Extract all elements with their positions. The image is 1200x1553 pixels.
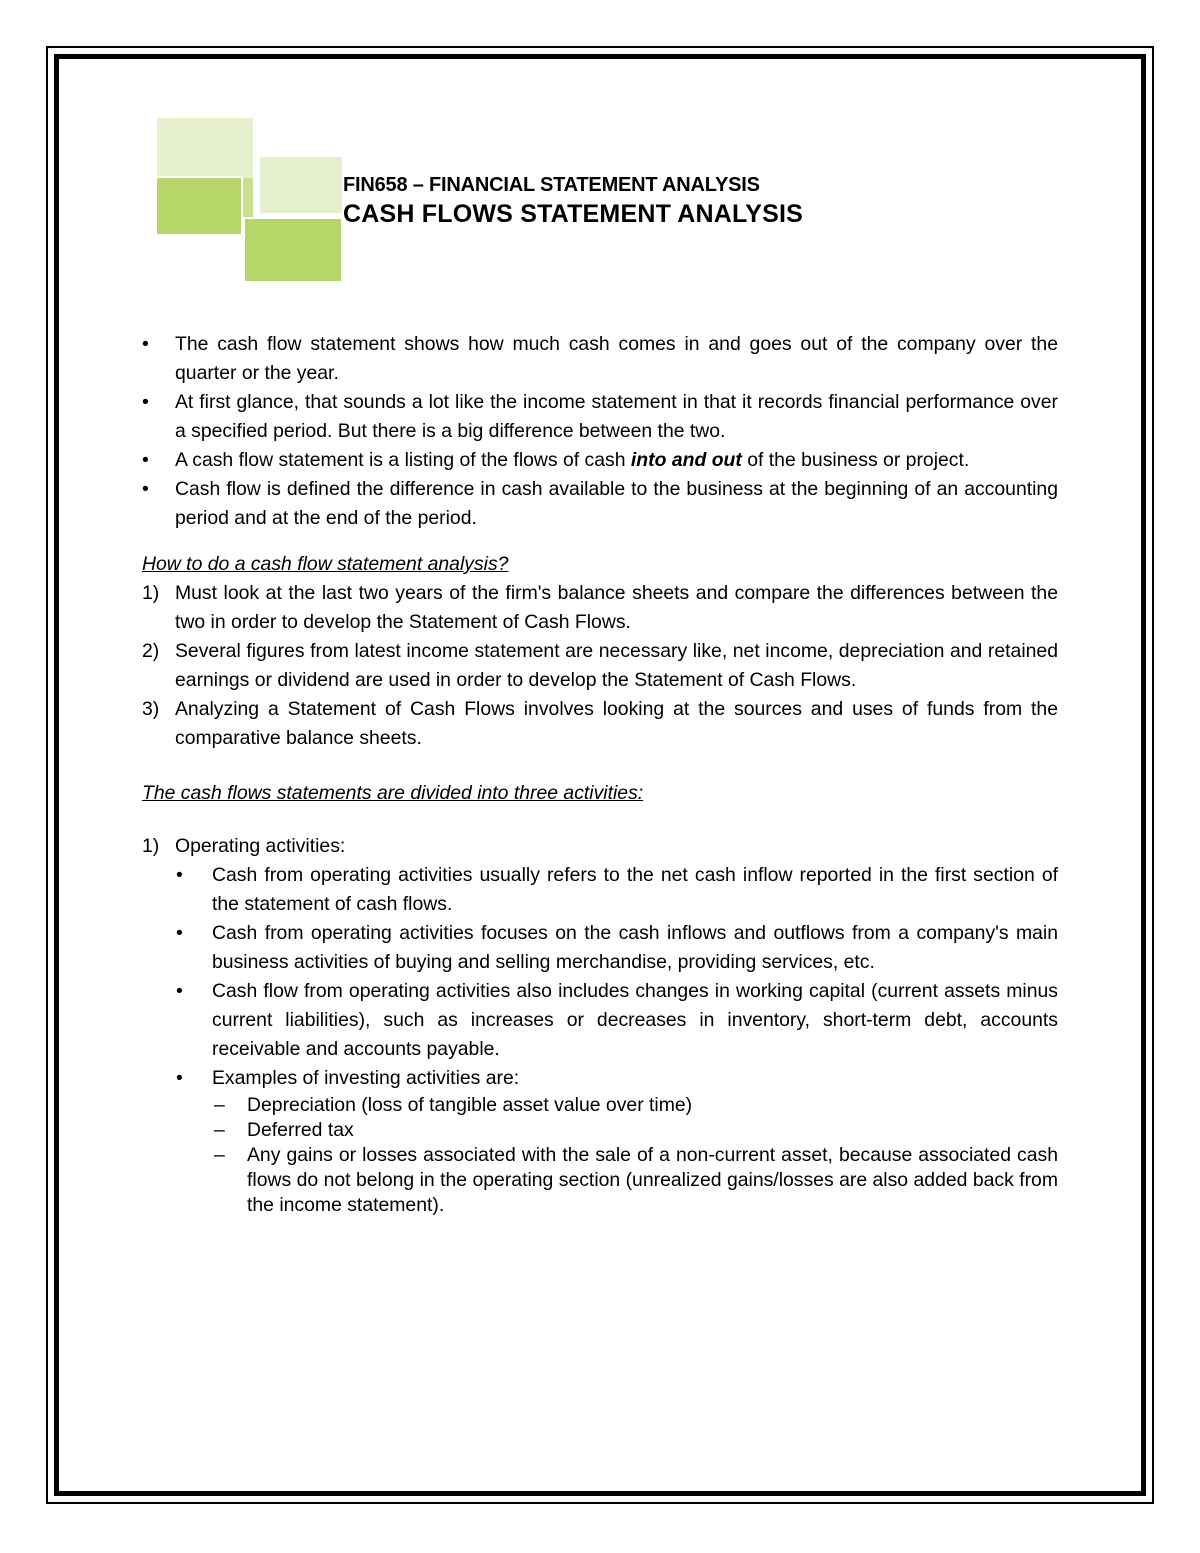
how-to-step [142,695,1058,753]
dash-mark: – [214,1119,225,1141]
activity-label: Operating activities: [175,835,346,857]
course-title: FIN658 – FINANCIAL STATEMENT ANALYSIS [343,174,760,196]
how-to-step [142,637,1058,695]
bullet-text-pre: A cash flow statement is a listing of the flows of cash [175,449,631,471]
step-text: Several figures from latest income statement are necessary like, net income, depreciation and retained earnings or dividend are used in order to develop the Statement of Cash Flows. [175,640,1058,691]
document-body [142,330,1058,1218]
operating-bullets [142,861,1058,1093]
intro-bullet-list [142,330,1058,533]
operating-bullet [142,1064,1058,1093]
example-item [142,1118,1058,1143]
bullet-text-post: of the business or project. [741,449,970,471]
intro-bullet [142,388,1058,446]
decor-square-4 [243,217,343,283]
bullet-mark: • [176,1067,183,1089]
investing-examples [142,1093,1058,1218]
bullet-mark: • [142,478,149,500]
bullet-text-emphasis: into and out [630,449,742,471]
bullet-text: Cash flow is defined the difference in cash available to the business at the beginning of an accounting period and at the end of the period. [175,478,1058,529]
bullet-text: Cash from operating activities focuses on the cash inflows and outflows from a company's main business activities of buying and selling merchandise, providing services, etc. [212,922,1058,973]
bullet-mark: • [176,864,183,886]
dash-mark: – [214,1094,225,1116]
intro-bullet [142,446,1058,475]
example-item [142,1143,1058,1218]
bullet-mark: • [142,449,149,471]
example-item [142,1093,1058,1118]
step-text: Analyzing a Statement of Cash Flows involves looking at the sources and uses of funds from the comparative balance sheets. [175,698,1058,749]
example-text: Depreciation (loss of tangible asset value over time) [247,1094,693,1116]
how-to-steps [142,579,1058,753]
step-text: Must look at the last two years of the firm's balance sheets and compare the differences between the two in order to develop the Statement of Cash Flows. [175,582,1058,633]
how-to-step [142,579,1058,637]
example-text: Deferred tax [247,1119,354,1141]
intro-bullet [142,475,1058,533]
page-title: CASH FLOWS STATEMENT ANALYSIS [343,200,803,228]
operating-bullet [142,977,1058,1064]
bullet-text: Cash from operating activities usually refers to the net cash inflow reported in the first section of the statement of cash flows. [212,864,1058,915]
example-text: Any gains or losses associated with the sale of a non-current asset, because associated cash flows do not belong in the operating section (unrealized gains/losses are also added back from the income statement). [247,1144,1058,1216]
step-number: 3) [142,698,160,720]
bullet-mark: • [176,980,183,1002]
activity-item [142,832,1058,861]
step-number: 2) [142,640,160,662]
bullet-text: Examples of investing activities are: [212,1067,520,1089]
bullet-mark: • [142,391,149,413]
decor-square-3 [258,155,344,215]
bullet-text: At first glance, that sounds a lot like the income statement in that it records financial performance over a specified period. But there is a big difference between the two. [175,391,1058,442]
activity-number: 1) [142,835,160,857]
step-number: 1) [142,582,160,604]
how-to-heading: How to do a cash flow statement analysis? [142,553,509,575]
bullet-mark: • [176,922,183,944]
operating-bullet [142,861,1058,919]
decor-square-2 [155,176,243,236]
intro-bullet [142,330,1058,388]
activities-list [142,832,1058,861]
bullet-text: Cash flow from operating activities also includes changes in working capital (current assets minus current liabilities), such as increases or decreases in inventory, short-term debt, accounts receivable and accounts payable. [212,980,1058,1060]
operating-bullet [142,919,1058,977]
bullet-text: The cash flow statement shows how much cash comes in and goes out of the company over the quarter or the year. [175,333,1058,384]
bullet-mark: • [142,333,149,355]
activities-heading: The cash flows statements are divided into three activities: [142,782,644,804]
dash-mark: – [214,1144,225,1166]
